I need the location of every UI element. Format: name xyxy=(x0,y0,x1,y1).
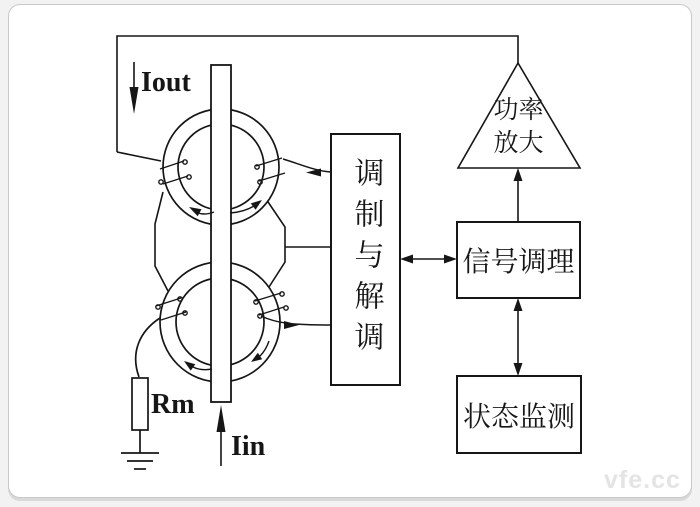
feedback-wire-diagonal xyxy=(117,152,161,161)
winding-link-right xyxy=(264,196,285,287)
power-amp-label-box xyxy=(458,92,579,162)
iin-label: Iin xyxy=(231,431,266,462)
ground-icon xyxy=(121,453,159,469)
primary-conductor-bar xyxy=(211,65,231,402)
signal-status-bidir-arrow xyxy=(514,298,523,376)
status-monitoring-label: 状态监测 xyxy=(462,401,575,433)
power-amp-label-line2: 放大 xyxy=(493,130,544,157)
modulation-block-label: 调制与解调 xyxy=(349,157,383,362)
site-watermark: vfe.cc xyxy=(604,466,681,494)
power-amp-label-line1: 功率 xyxy=(493,97,544,124)
signal-to-amp-arrow xyxy=(514,168,523,222)
arrow-to-top-toroid-icon xyxy=(306,169,321,177)
iin-arrow-icon xyxy=(217,405,226,466)
modulation-signal-bidir-arrow xyxy=(400,255,457,264)
rm-label: Rm xyxy=(151,389,195,420)
signal-conditioning-label-box xyxy=(457,222,580,298)
arrow-to-modulator-icon xyxy=(284,321,299,329)
status-monitoring-label-box xyxy=(457,376,581,453)
iout-arrow-icon xyxy=(130,62,139,114)
winding-link-left xyxy=(155,192,168,291)
iout-label: Iout xyxy=(141,67,191,98)
modulation-block-label-box xyxy=(331,137,400,382)
signal-conditioning-label: 信号调理 xyxy=(462,247,575,278)
rm-resistor xyxy=(132,378,148,430)
